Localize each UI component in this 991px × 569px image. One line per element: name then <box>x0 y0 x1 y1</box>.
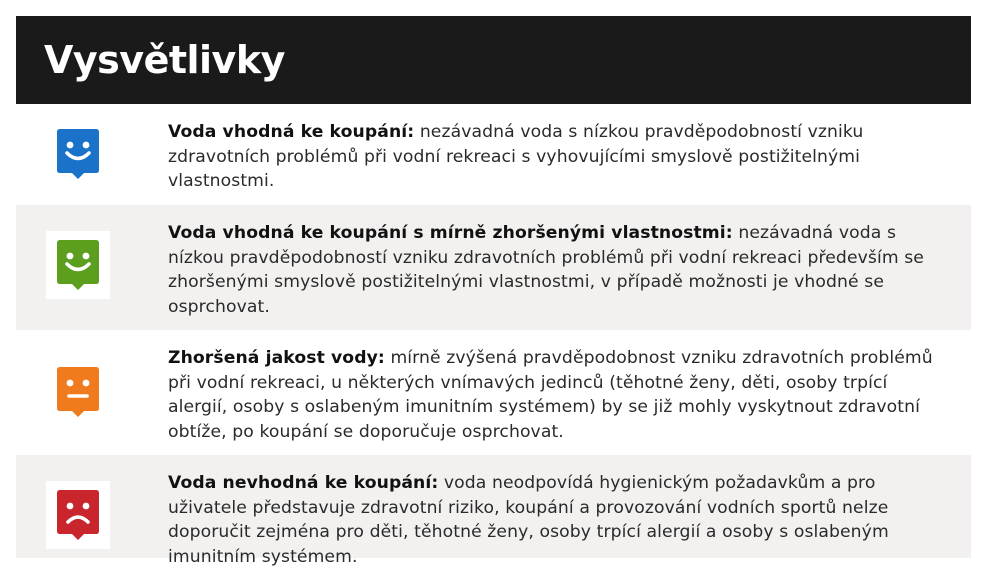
legend-header <box>16 16 971 104</box>
icon-container <box>46 120 110 188</box>
legend-item-suitable-degraded <box>16 205 971 330</box>
icon-container <box>46 481 110 549</box>
legend-item-text <box>168 346 938 444</box>
legend-item-text <box>168 120 938 194</box>
legend-item-text <box>168 221 938 319</box>
legend-description: mírně zvýšená pravděpodobnost vzniku zdravotních problémů při vodní rekreaci, u některých vnímavých jedinců (těhotné ženy, děti, osoby trpící alergií, osoby s oslabeným imunitním systémem) by se již mohly vyskytnout zdravotní obtíže, po koupání se doporučuje osprchovat. <box>168 348 933 442</box>
legend-term: Zhoršená jakost vody: <box>168 348 385 368</box>
legend-item-degraded <box>16 330 971 455</box>
legend-item-unsuitable <box>16 455 971 567</box>
sad-face-icon <box>54 487 102 543</box>
legend-term: Voda vhodná ke koupání s mírně zhoršenými vlastnostmi: <box>168 223 733 243</box>
icon-container <box>46 231 110 299</box>
legend-term: Voda vhodná ke koupání: <box>168 122 415 142</box>
smile-icon <box>54 126 102 182</box>
legend-description: voda neodpovídá hygienickým požadavkům a pro uživatele představuje zdravotní riziko, koupání a provozování vodních sportů nelze doporučit zejména pro děti, těhotné ženy, osoby trpící alergií a osoby s oslabeným imunitním systémem. <box>168 473 889 567</box>
legend-term: Voda nevhodná ke koupání: <box>168 473 439 493</box>
legend-item-suitable <box>16 104 971 205</box>
legend-item-text <box>168 471 938 569</box>
page-title: Vysvětlivky <box>44 38 285 82</box>
neutral-face-icon <box>54 364 102 420</box>
legend-description: nezávadná voda s nízkou pravděpodobností vzniku zdravotních problémů při vodní rekreaci s vyhovujícími smyslově postižitelnými vlastnostmi. <box>168 122 864 191</box>
legend-description: nezávadná voda s nízkou pravděpodobností vzniku zdravotních problémů při vodní rekreaci především se zhoršenými smyslově postižitelnými vlastnostmi, v případě možnosti je vhodné se osprchovat. <box>168 223 924 317</box>
icon-container <box>46 358 110 426</box>
smile-icon <box>54 237 102 293</box>
